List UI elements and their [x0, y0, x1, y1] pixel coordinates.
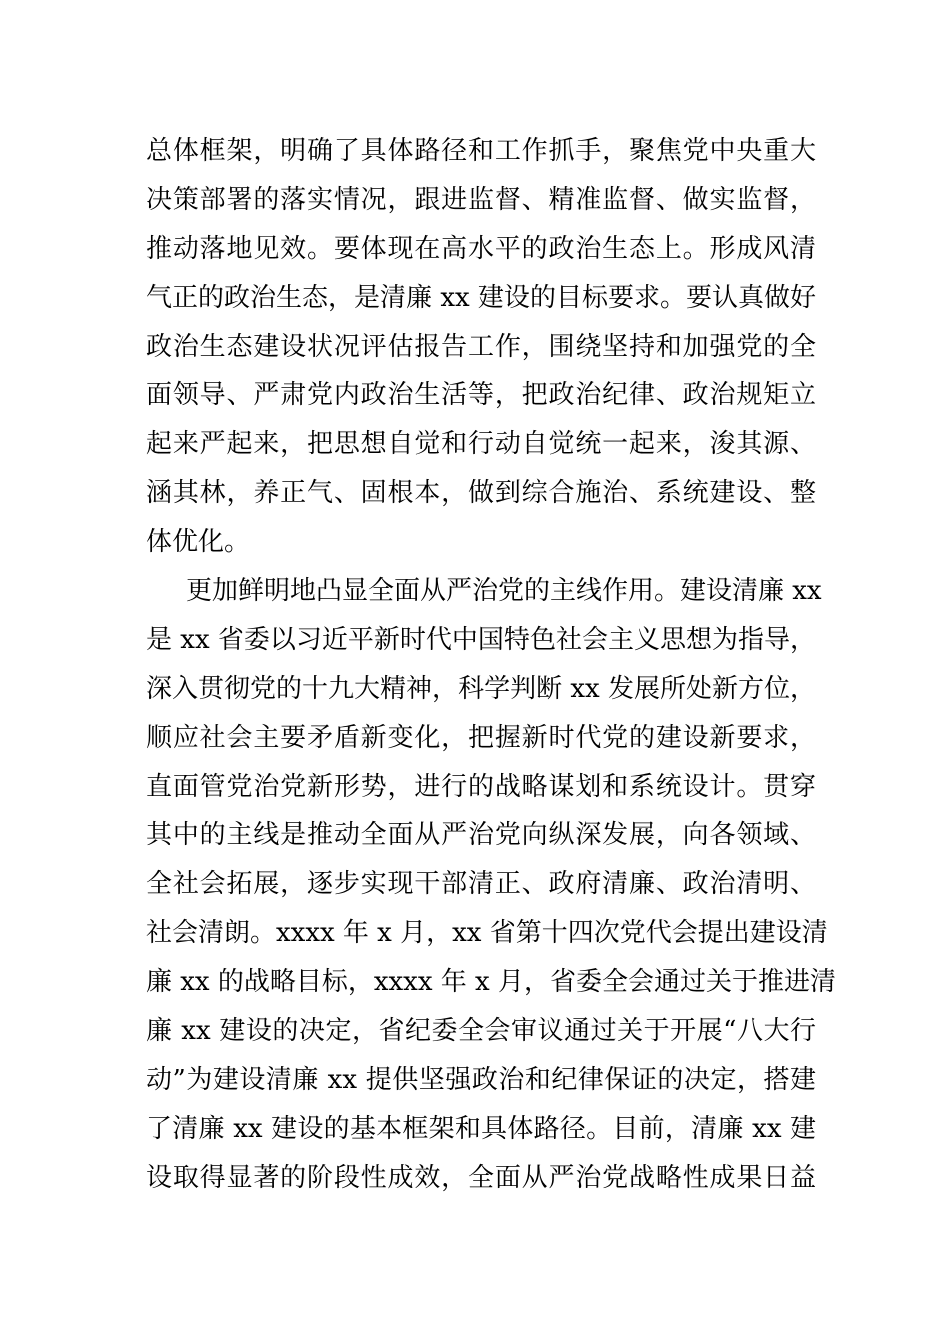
- text-line: 设取得显著的阶段性成效，全面从严治党战略性成果日益: [146, 1162, 816, 1193]
- text-line: 社会清朗。xxxx 年 x 月，xx 省第十四次党代会提出建设清: [146, 918, 828, 949]
- text-line: 涵其林，养正气、固根本，做到综合施治、系统建设、整: [146, 478, 816, 509]
- text-line: 其中的主线是推动全面从严治党向纵深发展，向各领域、: [146, 820, 816, 851]
- text-line: 全社会拓展，逐步实现干部清正、政府清廉、政治清明、: [146, 869, 816, 900]
- text-line: 了清廉 xx 建设的基本框架和具体路径。目前，清廉 xx 建: [146, 1113, 816, 1144]
- text-line: 推动落地见效。要体现在高水平的政治生态上。形成风清: [146, 233, 816, 264]
- body-text: [146, 127, 836, 1203]
- text-line: 顺应社会主要矛盾新变化，把握新时代党的建设新要求，: [146, 722, 816, 753]
- text-line: 廉 xx 建设的决定，省纪委全会审议通过关于开展“八大行: [146, 1016, 816, 1047]
- text-line: 面领导、严肃党内政治生活等，把政治纪律、政治规矩立: [146, 380, 816, 411]
- text-line: 气正的政治生态，是清廉 xx 建设的目标要求。要认真做好: [146, 282, 816, 313]
- text-line: 起来严起来，把思想自觉和行动自觉统一起来，浚其源、: [146, 429, 816, 460]
- text-line-paragraph-end: 体优化。: [146, 527, 251, 558]
- text-line: 决策部署的落实情况，跟进监督、精准监督、做实监督，: [146, 184, 816, 215]
- text-line: 动”为建设清廉 xx 提供坚强政治和纪律保证的决定，搭建: [146, 1064, 816, 1095]
- text-line: 廉 xx 的战略目标，xxxx 年 x 月，省委全会通过关于推进清: [146, 967, 836, 998]
- text-line: 政治生态建设状况评估报告工作，围绕坚持和加强党的全: [146, 331, 816, 362]
- text-line: 是 xx 省委以习近平新时代中国特色社会主义思想为指导，: [146, 624, 816, 655]
- text-line-paragraph-start: 更加鲜明地凸显全面从严治党的主线作用。建设清廉 xx: [186, 576, 822, 607]
- text-line: 总体框架，明确了具体路径和工作抓手，聚焦党中央重大: [146, 136, 816, 166]
- text-line: 深入贯彻党的十九大精神，科学判断 xx 发展所处新方位，: [146, 673, 816, 704]
- text-line: 直面管党治党新形势，进行的战略谋划和系统设计。贯穿: [146, 771, 816, 802]
